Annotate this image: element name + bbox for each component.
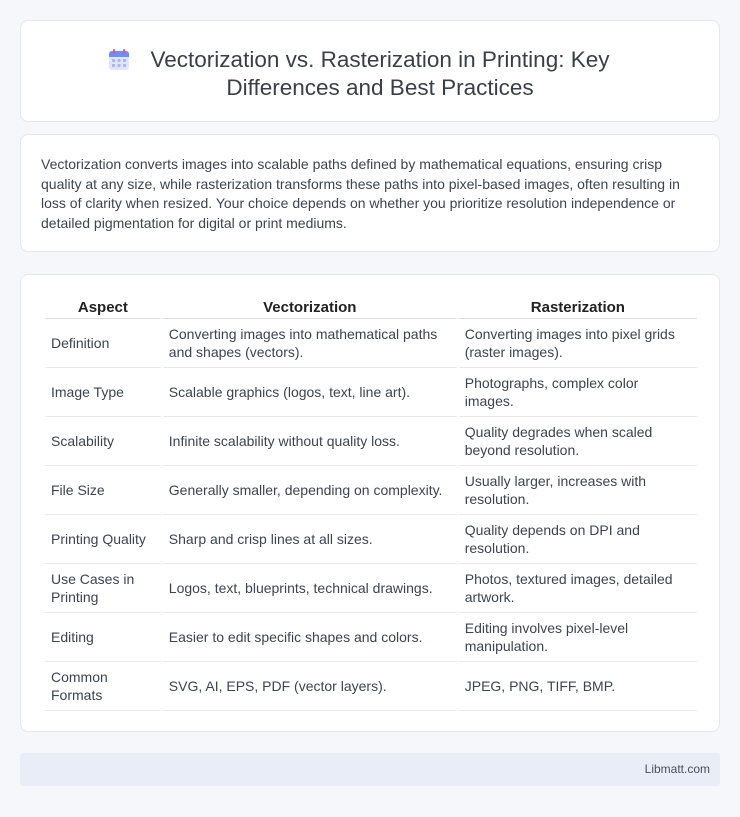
table-row (45, 613, 697, 662)
table-row (45, 564, 697, 613)
cell-aspect: Definition (45, 319, 161, 368)
cell-aspect: File Size (45, 466, 161, 515)
cell-rasterization: Converting images into pixel grids (raster images). (459, 319, 697, 368)
cell-rasterization: Quality degrades when scaled beyond resolution. (459, 417, 697, 466)
cell-vectorization: Converting images into mathematical paths and shapes (vectors). (163, 319, 457, 368)
cell-rasterization: Photographs, complex color images. (459, 368, 697, 417)
cell-aspect: Common Formats (45, 662, 161, 711)
cell-vectorization: Generally smaller, depending on complexity. (163, 466, 457, 515)
header-aspect: Aspect (45, 297, 161, 319)
page-title: Vectorization vs. Rasterization in Printing: Key Differences and Best Practices (150, 47, 610, 100)
cell-vectorization: Scalable graphics (logos, text, line art). (163, 368, 457, 417)
table-row (45, 368, 697, 417)
title-card (20, 20, 720, 122)
cell-aspect: Use Cases in Printing (45, 564, 161, 613)
cell-aspect: Editing (45, 613, 161, 662)
cell-vectorization: Sharp and crisp lines at all sizes. (163, 515, 457, 564)
footer-site-link[interactable]: Libmatt.com (644, 762, 710, 776)
intro-paragraph: Vectorization converts images into scalable paths defined by mathematical equations, ensuring crisp quality at any size, while rasterization transforms these paths into pixel-based images, often resulting in loss of clarity when resized. Your choice depends on whether you prioritize resolution independence or detailed pigmentation for digital or print mediums. (41, 156, 680, 231)
intro-card (20, 134, 720, 252)
table-row (45, 319, 697, 368)
cell-rasterization: Usually larger, increases with resolution. (459, 466, 697, 515)
cell-vectorization: Infinite scalability without quality loss. (163, 417, 457, 466)
cell-aspect: Scalability (45, 417, 161, 466)
cell-aspect: Printing Quality (45, 515, 161, 564)
cell-rasterization: Photos, textured images, detailed artwork. (459, 564, 697, 613)
cell-aspect: Image Type (45, 368, 161, 417)
header-rasterization: Rasterization (459, 297, 697, 319)
table-row (45, 417, 697, 466)
table-row (45, 662, 697, 711)
cell-vectorization: Logos, text, blueprints, technical drawings. (163, 564, 457, 613)
cell-vectorization: Easier to edit specific shapes and colors. (163, 613, 457, 662)
comparison-table (43, 297, 699, 711)
table-row (45, 515, 697, 564)
header-vectorization: Vectorization (163, 297, 457, 319)
cell-rasterization: JPEG, PNG, TIFF, BMP. (459, 662, 697, 711)
cell-rasterization: Editing involves pixel-level manipulation. (459, 613, 697, 662)
comparison-card (20, 274, 720, 732)
table-row (45, 466, 697, 515)
cell-vectorization: SVG, AI, EPS, PDF (vector layers). (163, 662, 457, 711)
cell-rasterization: Quality depends on DPI and resolution. (459, 515, 697, 564)
footer (20, 753, 720, 786)
table-header-row (45, 297, 697, 319)
